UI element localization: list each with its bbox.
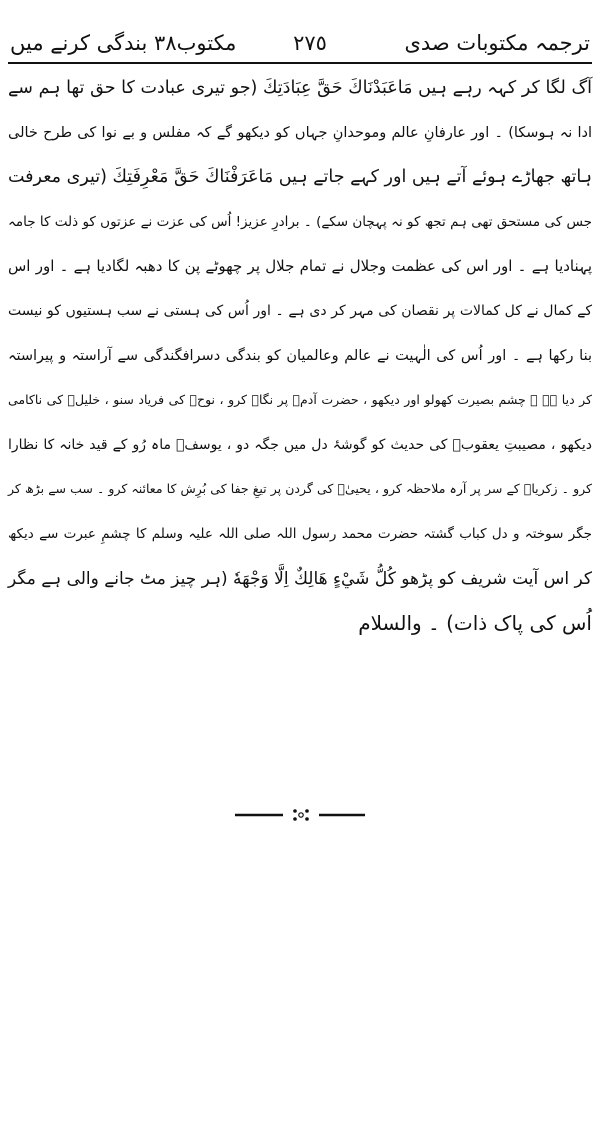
ornament-divider-icon [235, 806, 365, 822]
body-text [8, 66, 592, 646]
text-line: کے کمال نے کل کمالات پر نقصان کی مہر کر دی ہے ۔ اور اُس کی ہستی نے سب ہستیوں کو نیست [8, 302, 592, 319]
text-line: جس کی مستحق تھی ہم تجھ کو نہ پہچان سکے) ۔ برادرِ عزیز! اُس کی عزت نے عزتوں کو ذلت کا جامہ [8, 213, 592, 230]
page-number: ٢٧٥ [293, 31, 327, 55]
text-line: دیکھو ، مصیبتِ یعقوبؑ کی حدیث کو گوشۂ دل میں جگہ دو ، یوسفؑ ماہ رُو کے قید خانہ کا نظارا [8, 436, 592, 453]
letter-title: مکتوب٣٨ بندگی کرنے میں [10, 31, 237, 55]
book-title: ترجمہ مکتوبات صدی [404, 31, 590, 55]
text-line: بنا رکھا ہے ۔ اور اُس کی الٰہیت نے عالم وعالمیان کو بندگی دسرافگندگی سے آراستہ و پیراستہ [8, 347, 592, 364]
text-line: جگر سوختہ و دل کباب گشتہ حضرت محمد رسول اللہ صلی اللہ علیہ وسلم کا چشمِ عبرت سے دیکھ [8, 525, 592, 542]
text-line: کرو ۔ زکریاؑ کے سر پر آرہ ملاحظہ کرو ، یحییٰؑ کی گردن پر تیغِ جفا کی بُرِش کا معائنہ کرو ۔ سب سے بڑھ کر [8, 481, 592, 497]
text-line: کر دیا ہے ۔ چشم بصیرت کھولو اور دیکھو ، حضرت آدمؑ پر نگاہ کرو ، نوحؑ کی فریاد سنو ، خلیلؑ کی ناکامی [8, 392, 592, 408]
section-ornament [235, 806, 365, 822]
text-line-closing: اُس کی پاک ذات) ۔ والسلام [358, 611, 592, 636]
text-line: آگ لگا کر کہہ رہے ہیں مَاعَبَدْنَاكَ حَقَّ عِبَادَتِكَ (جو تیری عبادت کا حق تھا ہم سے [8, 78, 592, 98]
text-line: کر اس آیت شریف کو پڑھو كُلُّ شَيْءٍ هَالِكٌ اِلَّا وَجْهَهٗ (ہر چیز مٹ جانے والی ہے مگر [7, 568, 592, 589]
text-line: پہنادیا ہے ۔ اور اس کی عظمت وجلال نے تمام جلال پر چھوٹے پن کا دھبہ لگادیا ہے ۔ اور اس [8, 257, 592, 276]
header-rule [8, 62, 592, 64]
text-line: ہاتھ جھاڑے ہوئے آتے ہیں اور کہے جاتے ہیں مَاعَرَفْنَاكَ حَقَّ مَعْرِفَتِكَ (تیری معرفت [8, 167, 592, 188]
page-header [8, 28, 592, 60]
text-line: ادا نہ ہوسکا) ۔ اور عارفانِ عالم وموحدانِ جہاں کو دیکھو گے کہ مفلس و بے نوا کی طرح خالی [8, 124, 592, 141]
